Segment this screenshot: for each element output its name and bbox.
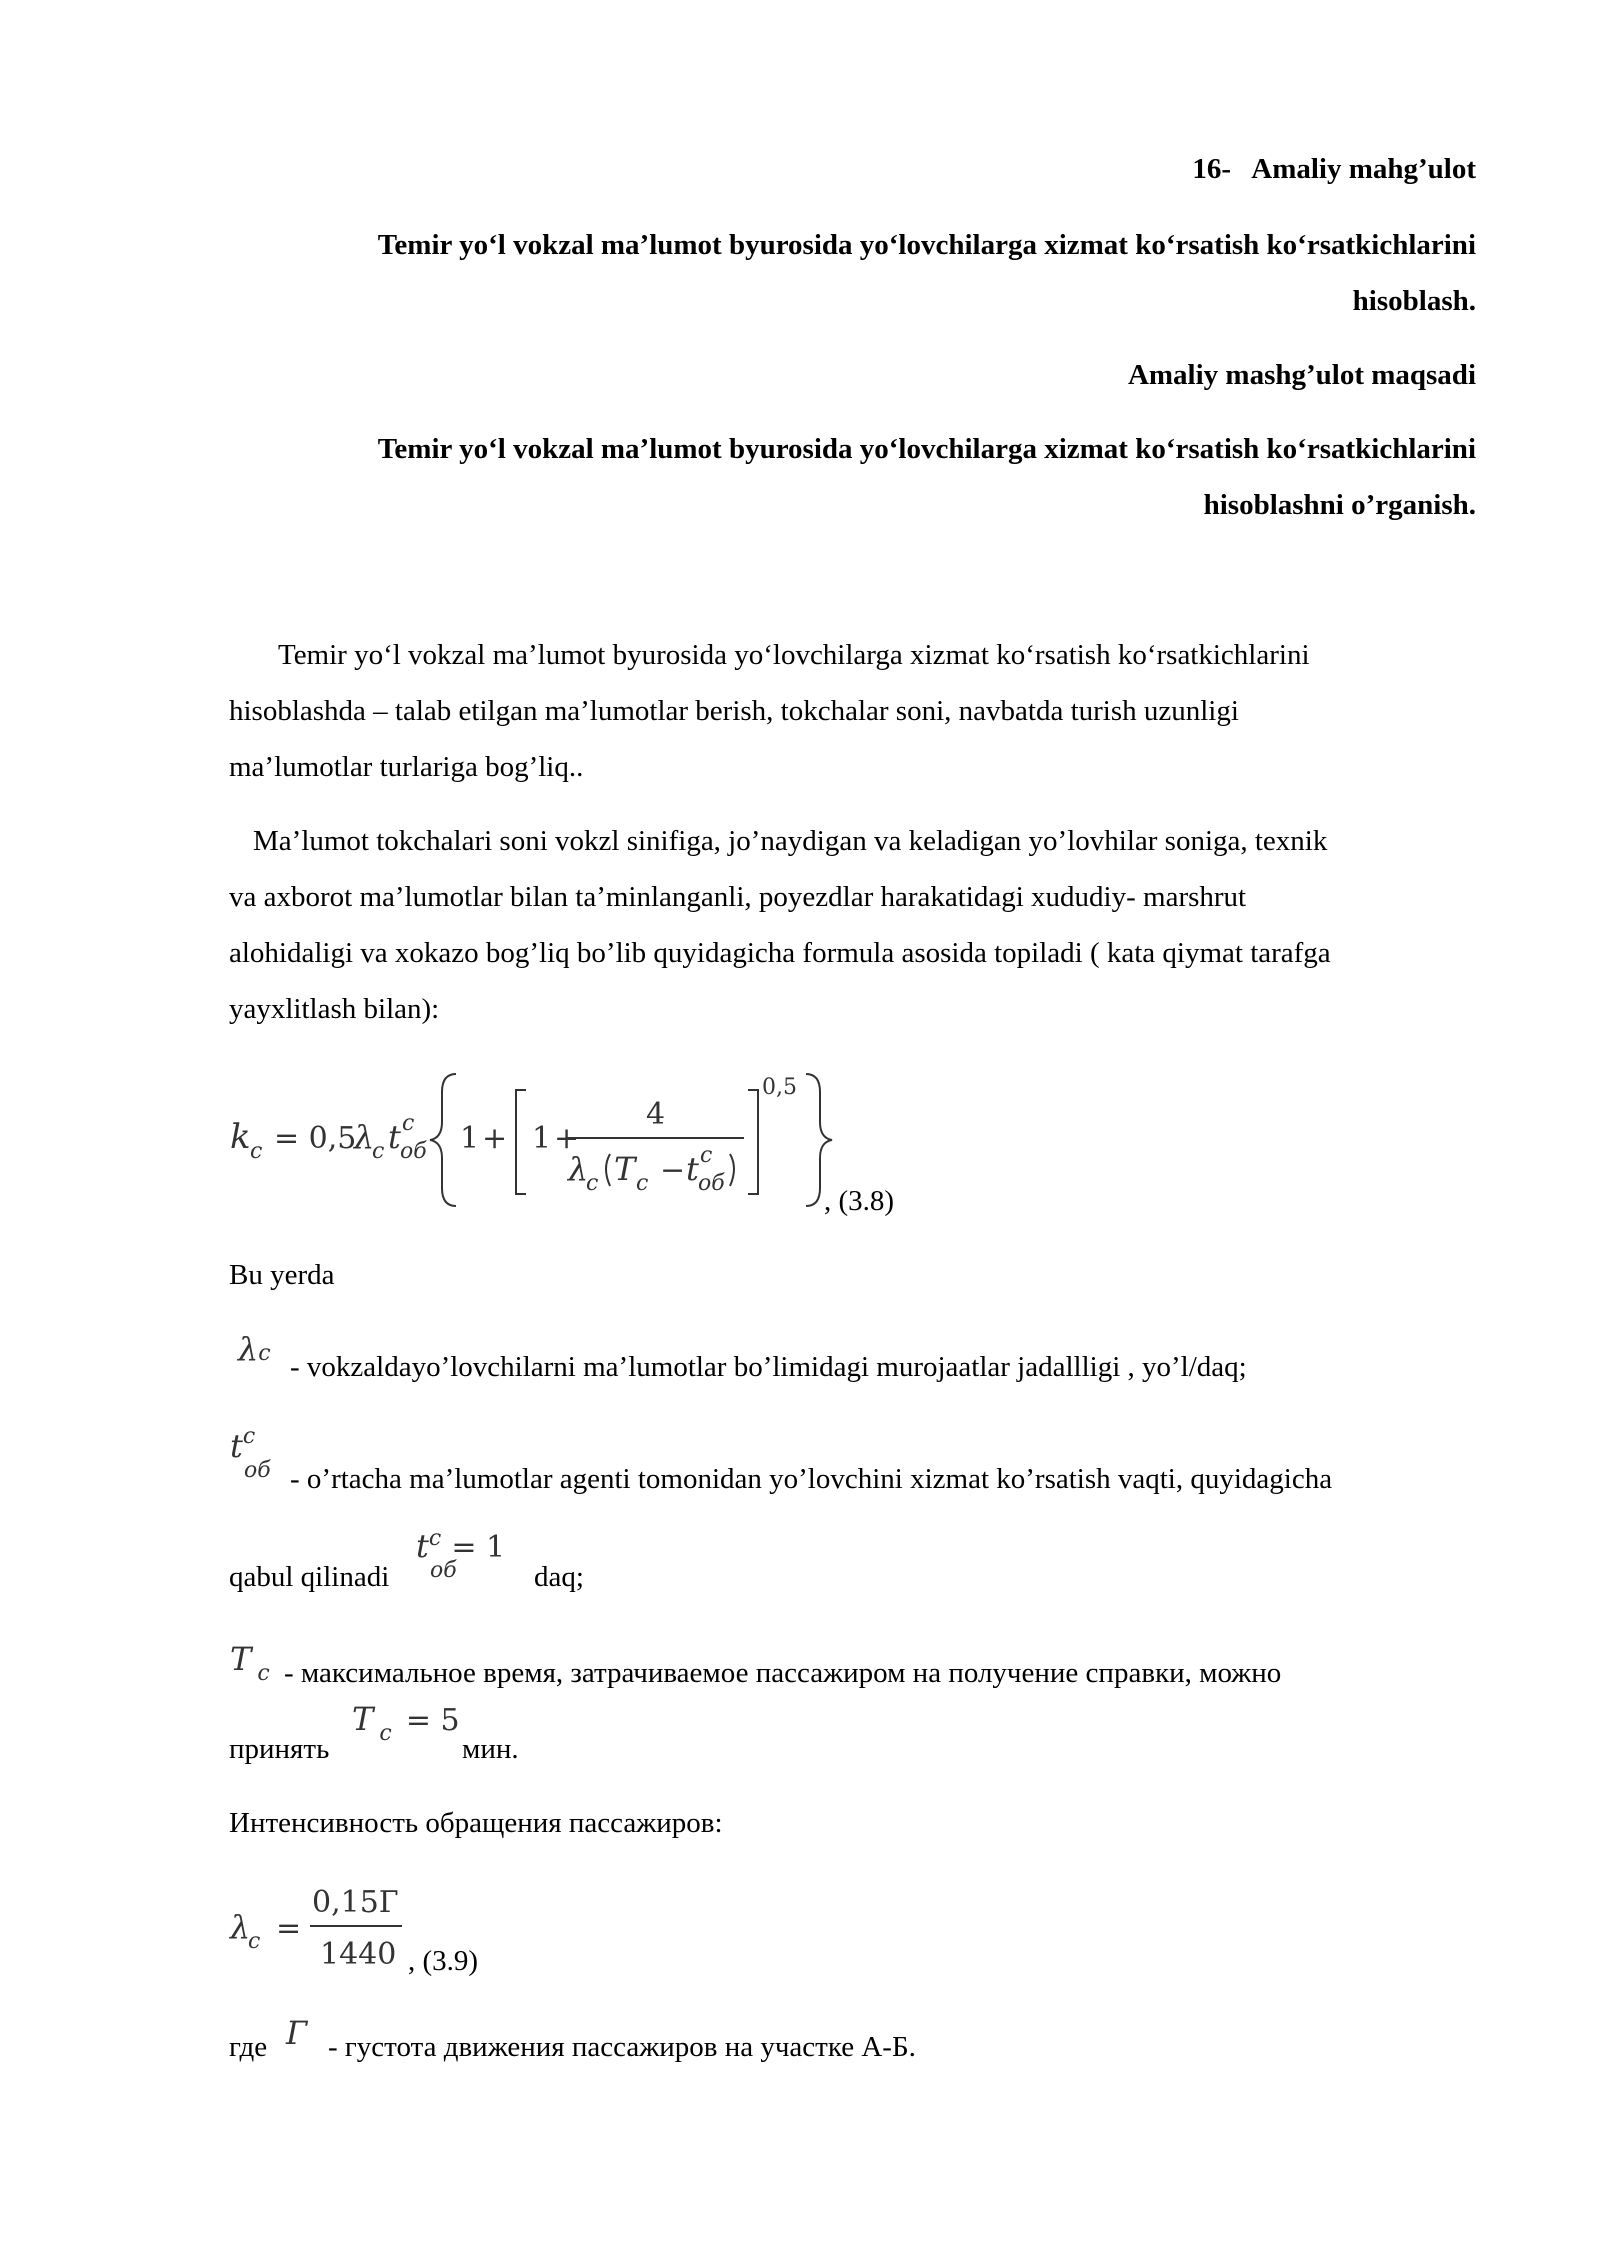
formula2-eq: = xyxy=(276,1911,302,1946)
formula1-den-lambda-sub: c xyxy=(586,1171,599,1196)
formula1-t: t xyxy=(388,1118,401,1156)
formula1-exponent: 0,5 xyxy=(762,1075,797,1100)
formula2-lhs: λ xyxy=(230,1908,251,1946)
para2-line-4: yayxlitlash bilan): xyxy=(229,993,440,1025)
topic-line-1: Temir yo‘l vokzal ma’lumot byurosida yo‘lovchilarga xizmat ko‘rsatish ko‘rsatkichlarini xyxy=(377,229,1476,261)
purpose-line-2: hisoblashni o’rganish. xyxy=(1203,489,1476,521)
square-bracket-left xyxy=(516,1090,526,1194)
formula2-label: , (3.9) xyxy=(408,1945,479,1977)
para2-line-2: va axborot ma’lumotlar bilan ta’minlanganli, poyezdlar harakatidagi xududiy- marshrut xyxy=(229,881,1247,913)
formula-3-9 xyxy=(228,1870,428,1980)
formula1-den-T-sub: c xyxy=(636,1171,649,1196)
formula2-lhs-sub: c xyxy=(248,1929,261,1954)
para1-line-3: ma’lumotlar turlariga bog’liq.. xyxy=(229,751,584,783)
lesson-title: Amaliy mahg’ulot xyxy=(1251,153,1476,185)
def-lambda-text: - vokzaldayo’lovchilarni ma’lumotlar bo’limidagi murojaatlar jadallligi , yo’l/daq; xyxy=(290,1351,1247,1383)
formula-3-8 xyxy=(226,1060,846,1220)
purpose-line-1: Temir yo‘l vokzal ma’lumot byurosida yo‘lovchilarga xizmat ko‘rsatish ko‘rsatkichlarini xyxy=(377,433,1476,465)
formula1-lhs: k xyxy=(230,1117,251,1157)
formula1-lambda-sub: c xyxy=(372,1139,385,1164)
lambda-symbol: λc xyxy=(238,1330,271,1368)
formula1-den-t-sup: c xyxy=(700,1143,713,1168)
where-label: Bu yerda xyxy=(229,1259,335,1291)
formula1-one: 1 xyxy=(460,1121,480,1156)
para2-line-3: alohidaligi va xokazo bog’liq bo’lib quyidagicha formula asosida topiladi ( kata qiymat tarafga xyxy=(229,937,1331,969)
formula1-inner-one: 1 xyxy=(532,1121,552,1156)
purpose-heading: Amaliy mashg’ulot maqsadi xyxy=(1127,359,1476,391)
formula1-lhs-sub: c xyxy=(250,1139,263,1164)
formula2-numerator: 0,15Г xyxy=(312,1885,399,1920)
def-t-line2-prefix: qabul qilinadi xyxy=(229,1561,390,1593)
T-symbol: T $_c$ xyxy=(230,1640,270,1686)
where-ru-prefix: где xyxy=(229,2031,268,2063)
formula1-den-t: t xyxy=(686,1150,699,1188)
formula1-t-sub: об xyxy=(400,1139,427,1164)
formula1-lambda: λ xyxy=(354,1118,375,1156)
para1-line-1: Temir yo‘l vokzal ma’lumot byurosida yo‘lovchilarga xizmat ko‘rsatish ko‘rsatkichlarini xyxy=(278,639,1310,671)
gamma-symbol: Г xyxy=(286,2014,308,2052)
para2-line-1: Ma’lumot tokchalari soni vokzl sinifiga, jo’naydigan va keladigan yo’lovhilar soniga, texnik xyxy=(253,825,1328,857)
where-ru-text: - густота движения пассажиров на участке А-Б. xyxy=(328,2031,916,2063)
formula1-paren-right xyxy=(730,1154,734,1186)
def-T-text: - максимальное время, затрачиваемое пассажиром на получение справки, можно xyxy=(284,1657,1282,1689)
def-T-line2-prefix: принять xyxy=(229,1733,330,1765)
curly-brace-left xyxy=(430,1074,456,1206)
formula2-denominator: 1440 xyxy=(320,1937,397,1972)
formula1-den-lambda: λ xyxy=(568,1150,589,1188)
formula1-paren-left xyxy=(606,1154,610,1186)
lesson-number-title xyxy=(1192,152,1476,187)
intensity-label: Интенсивность обращения пассажиров: xyxy=(229,1807,723,1839)
formula1-numerator: 4 xyxy=(646,1097,666,1132)
formula1-coef: = 0,5 xyxy=(274,1121,357,1156)
para1-line-2: hisoblashda – talab etilgan ma’lumotlar berish, tokchalar soni, navbatda turish uzunligi xyxy=(229,695,1239,727)
def-t-line2-suffix: daq; xyxy=(534,1561,584,1593)
t-value-expression: $t^c = 1$ об xyxy=(416,1526,506,1583)
def-T-line2-suffix: мин. xyxy=(462,1733,519,1765)
def-t-text: - o’rtacha ma’lumotlar agenti tomonidan yo’lovchini xizmat ko’rsatish vaqti, quyidagicha xyxy=(290,1463,1333,1495)
lesson-number: 16- xyxy=(1192,153,1232,185)
t-symbol: $t^c$ об xyxy=(230,1424,271,1483)
formula1-label: , (3.8) xyxy=(824,1185,895,1217)
formula1-inner-plus: + xyxy=(554,1121,580,1156)
formula1-den-t-sub: об xyxy=(698,1171,725,1196)
formula1-t-sup: c xyxy=(402,1111,415,1136)
formula1-den-T: T xyxy=(614,1150,636,1188)
square-bracket-right xyxy=(748,1090,758,1194)
formula1-den-minus: − xyxy=(660,1153,686,1188)
topic-line-2: hisoblash. xyxy=(1352,285,1476,317)
formula1-plus: + xyxy=(482,1121,508,1156)
T-value-expression: T $_c$ = 5 xyxy=(352,1700,460,1746)
